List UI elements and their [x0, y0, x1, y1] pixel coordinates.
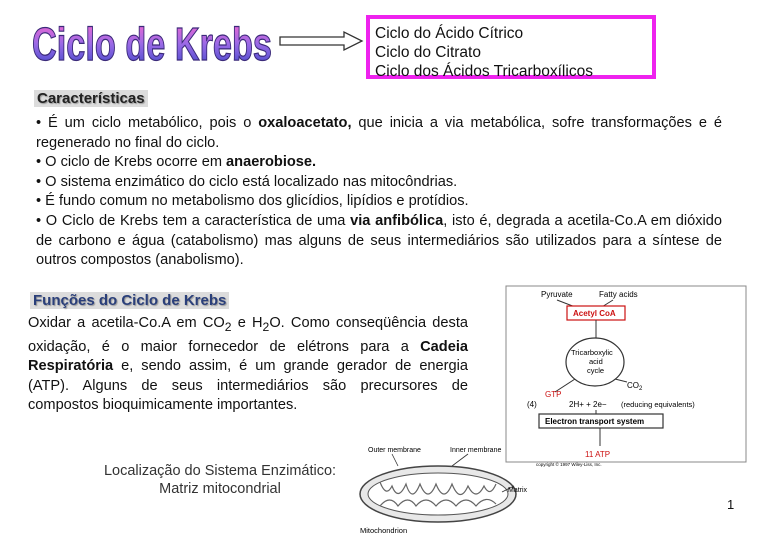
tca-label-2: acid — [589, 357, 603, 366]
step-label: (4) — [527, 400, 537, 409]
arrow-icon — [278, 30, 364, 52]
name-tricarboxylic: Ciclo dos Ácidos Tricarboxílicos — [375, 63, 593, 80]
acetyl-coa-label: Acetyl CoA — [573, 309, 616, 318]
matrix-label: Matrix — [508, 487, 528, 494]
copyright-label: copyright © 1997 Wiley-Liss, Inc. — [536, 462, 602, 467]
location-line1: Localização do Sistema Enzimático: — [103, 463, 337, 479]
electron-equation: 2H+ + 2e− — [569, 400, 607, 409]
bullet: • É um ciclo metabólico, pois o oxaloacetato, que inicia a via metabólica, sofre transformações e é regenerado no final do ciclo. — [36, 115, 722, 151]
tca-label-3: cycle — [587, 366, 605, 375]
gtp-label: GTP — [545, 390, 562, 399]
bullet: • É fundo comum no metabolismo dos glicídios, lipídios e protídios. — [36, 193, 469, 210]
location-line2: Matriz mitocondrial — [159, 481, 281, 497]
fatty-acids-label: Fatty acids — [599, 290, 638, 299]
bullet: • O Ciclo de Krebs tem a característica de uma via anfibólica, isto é, degrada a acetila-Co.A em dióxido de carbono e água (catabolismo) mas alguns de seus intermediários são utilizados para a síntese de outros compostos (anabolismo). — [36, 212, 722, 269]
bullet: • O ciclo de Krebs ocorre em anaerobiose. — [36, 154, 317, 171]
title-logo — [30, 14, 275, 72]
bullet: • O sistema enzimático do ciclo está localizado nas mitocôndrias. — [36, 173, 458, 190]
atp-label: 11 ATP — [585, 450, 611, 459]
functions-text: Oxidar a acetila-Co.A em $CO_2$ e $H_2O$. Como conseqüência desta oxidação, é o maior fornecedor de elétrons para a Cadeia Respiratória e, sendo assim, é um grande gerador de energia (ATP). Alguns de seus intermediários são precursores de compostos bioquimicamente importantes. — [28, 315, 468, 414]
name-citrate: Ciclo do Citrato — [375, 44, 481, 61]
tca-label-1: Tricarboxylic — [571, 348, 613, 357]
reducing-equivalents-label: (reducing equivalents) — [621, 400, 695, 409]
characteristics-text — [36, 114, 722, 271]
name-citric-acid: Ciclo do Ácido Cítrico — [375, 25, 524, 42]
functions-heading: Funções do Ciclo de Krebs — [30, 292, 229, 309]
title-logo-text: Ciclo de Krebs — [32, 18, 272, 70]
inner-membrane-label: Inner membrane — [450, 447, 502, 454]
location-text — [80, 462, 360, 498]
alternate-names-box — [366, 15, 656, 79]
co2-label: $CO_2$ — [627, 381, 643, 392]
page-number: 1 — [727, 497, 735, 512]
pyruvate-label: Pyruvate — [541, 290, 573, 299]
ets-label: Electron transport system — [545, 417, 645, 426]
mitochondrion-label: Mitochondrion — [360, 526, 408, 535]
krebs-cycle-diagram — [505, 284, 767, 470]
characteristics-heading: Características — [34, 90, 148, 107]
mitochondrion-diagram — [350, 440, 540, 536]
outer-membrane-label: Outer membrane — [368, 447, 421, 454]
